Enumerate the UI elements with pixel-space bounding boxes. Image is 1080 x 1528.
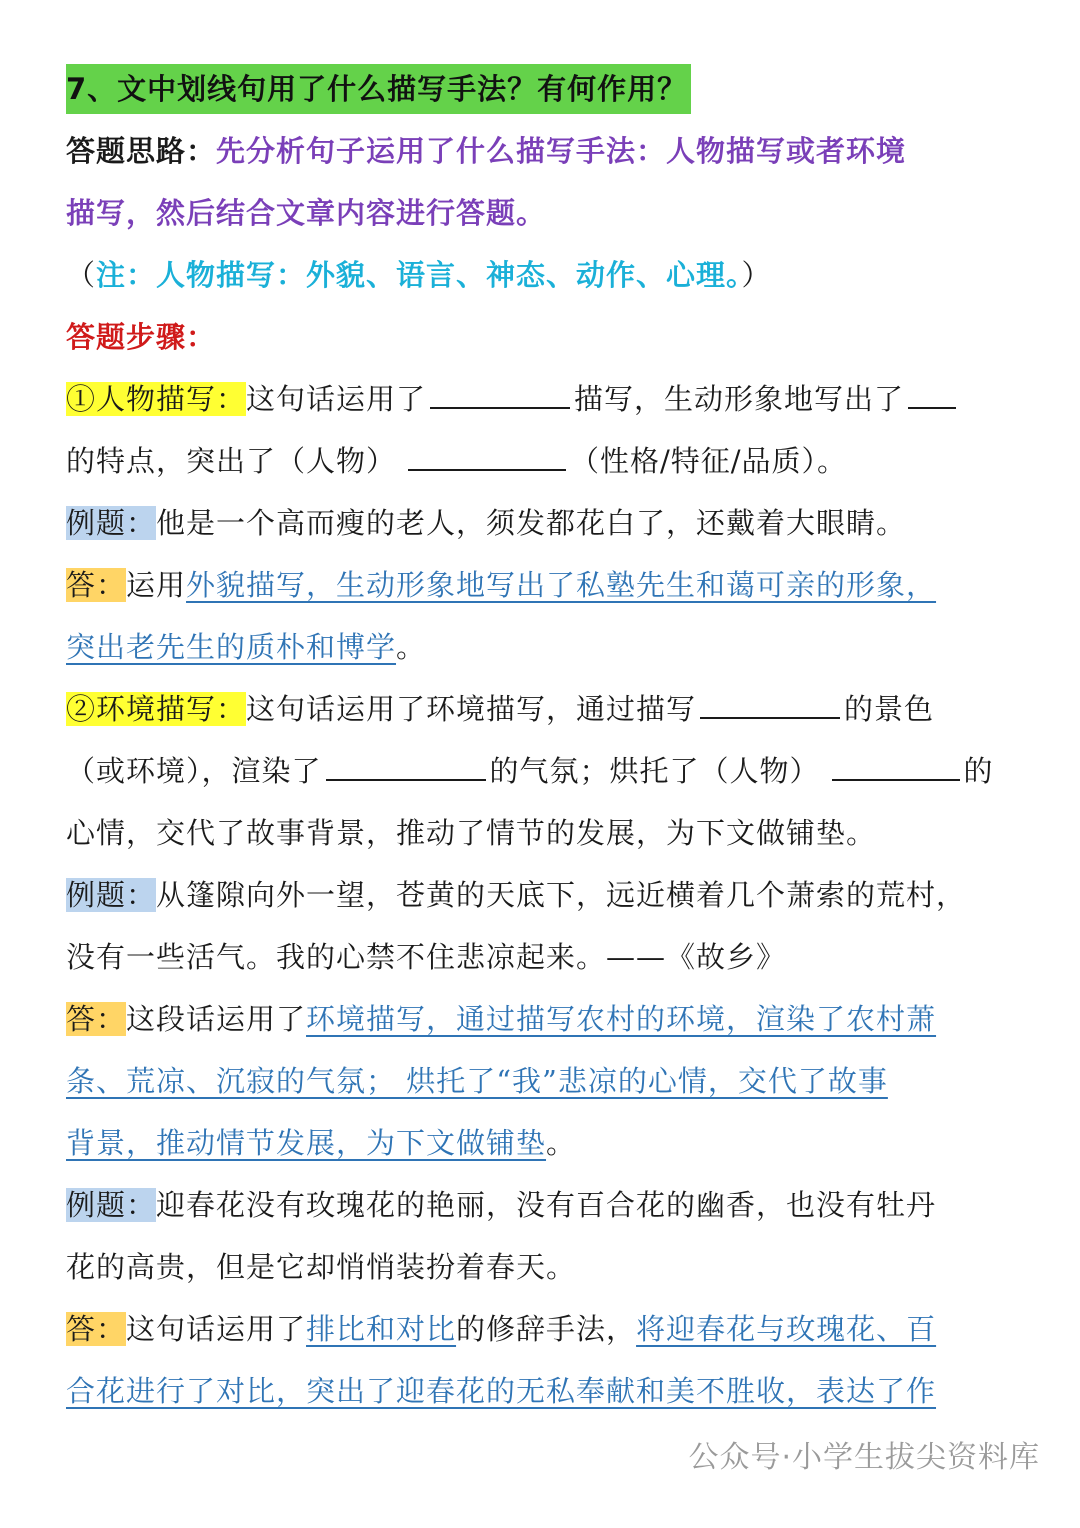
- environment-line-1: [66, 678, 1026, 740]
- watermark: 公众号·小学生拔尖资料库: [688, 1440, 1040, 1475]
- environment-answer-prefix: 这段话运用了: [126, 1002, 307, 1036]
- character-answer-end: 。: [396, 630, 427, 664]
- fill-blank: [326, 749, 486, 781]
- approach-text-1: 先分析句子运用了什么描写手法：人物描写或者环境: [216, 134, 907, 168]
- environment-template-5: 的: [963, 754, 994, 788]
- approach-note-line: [66, 244, 1026, 306]
- character-template-1: 这句话运用了: [246, 382, 427, 416]
- environment-template-1: 这句话运用了环境描写，通过描写: [246, 692, 697, 726]
- example3-answer-line-1: [66, 1298, 1026, 1360]
- character-template-4: （性格/特征/品质）。: [570, 444, 848, 478]
- fill-blank: [408, 439, 566, 471]
- character-example-text: 他是一个高而瘦的老人，须发都花白了，还戴着大眼睛。: [156, 506, 907, 540]
- example-label: 例题：: [66, 1188, 157, 1222]
- answer-label: 答：: [66, 1312, 127, 1346]
- steps-heading-line: [66, 306, 1026, 368]
- answer-label: 答：: [66, 568, 127, 602]
- example3-answer-prefix: 这句话运用了: [126, 1312, 307, 1346]
- character-template-3: 的特点，突出了（人物）: [66, 444, 397, 478]
- environment-answer-end: 。: [546, 1126, 577, 1160]
- character-answer-prefix: 运用: [126, 568, 187, 602]
- question-title: 7、文中划线句用了什么描写手法？有何作用？: [66, 64, 691, 114]
- example3-line-1: [66, 1174, 1026, 1236]
- environment-example-2: 没有一些活气。我的心禁不住悲凉起来。——《故乡》: [66, 940, 787, 974]
- approach-line-1: [66, 120, 1026, 182]
- environment-line-3: [66, 802, 1026, 864]
- character-line-1: [66, 368, 1026, 430]
- character-example-line: [66, 492, 1026, 554]
- question-title-row: [66, 58, 1026, 120]
- environment-template-6: 心情，交代了故事背景，推动了情节的发展，为下文做铺垫。: [66, 816, 877, 850]
- example3-answer-underline-2: 将迎春花与玫瑰花、百: [636, 1312, 937, 1346]
- document-page: [66, 58, 1026, 1422]
- note-open-paren: （: [66, 258, 97, 292]
- character-answer-line-1: [66, 554, 1026, 616]
- example3-answer-2: 合花进行了对比，突出了迎春花的无私奉献和美不胜收，表达了作: [66, 1374, 937, 1408]
- environment-example-line-2: [66, 926, 1026, 988]
- example3-answer-line-2: [66, 1360, 1026, 1422]
- example-label: 例题：: [66, 878, 157, 912]
- answer-label: 答：: [66, 1002, 127, 1036]
- approach-text-2: 描写，然后结合文章内容进行答题。: [66, 196, 547, 230]
- approach-label: 答题思路：: [66, 134, 217, 168]
- example3-text-1: 迎春花没有玫瑰花的艳丽，没有百合花的幽香，也没有牡丹: [156, 1188, 937, 1222]
- environment-template-2: 的景色: [844, 692, 935, 726]
- environment-answer-2: 条、荒凉、沉寂的气氛； 烘托了“我”悲凉的心情，交代了故事: [66, 1064, 888, 1098]
- fill-blank: [908, 377, 956, 409]
- example3-text-2: 花的高贵，但是它却悄悄装扮着春天。: [66, 1250, 577, 1284]
- steps-label: 答题步骤：: [66, 320, 217, 354]
- note-close-paren: ）: [741, 258, 772, 292]
- environment-example-line-1: [66, 864, 1026, 926]
- approach-line-2: [66, 182, 1026, 244]
- example3-line-2: [66, 1236, 1026, 1298]
- environment-answer-3: 背景，推动情节发展，为下文做铺垫: [66, 1126, 547, 1160]
- character-line-2: [66, 430, 1026, 492]
- fill-blank: [832, 749, 960, 781]
- environment-template-4: 的气氛；烘托了（人物）: [489, 754, 820, 788]
- environment-label: ②环境描写：: [66, 692, 247, 726]
- fill-blank: [430, 377, 570, 409]
- character-template-2: 描写，生动形象地写出了: [574, 382, 905, 416]
- character-label: ①人物描写：: [66, 382, 247, 416]
- environment-answer-line-2: [66, 1050, 1026, 1112]
- fill-blank: [700, 687, 840, 719]
- environment-answer-1: 环境描写，通过描写农村的环境，渲染了农村萧: [306, 1002, 937, 1036]
- environment-example-1: 从篷隙向外一望，苍黄的天底下，远近横着几个萧索的荒村，: [156, 878, 967, 912]
- environment-line-2: [66, 740, 1026, 802]
- example-label: 例题：: [66, 506, 157, 540]
- character-answer-2: 突出老先生的质朴和博学: [66, 630, 397, 664]
- environment-template-3: （或环境），渲染了: [66, 754, 322, 788]
- environment-answer-line-1: [66, 988, 1026, 1050]
- environment-answer-line-3: [66, 1112, 1026, 1174]
- character-answer-1: 外貌描写，生动形象地写出了私塾先生和蔼可亲的形象，: [186, 568, 937, 602]
- character-answer-line-2: [66, 616, 1026, 678]
- approach-note: 注：人物描写：外貌、语言、神态、动作、心理。: [96, 258, 742, 292]
- example3-answer-mid: 的修辞手法，: [456, 1312, 637, 1346]
- example3-answer-underline-1: 排比和对比: [306, 1312, 457, 1346]
